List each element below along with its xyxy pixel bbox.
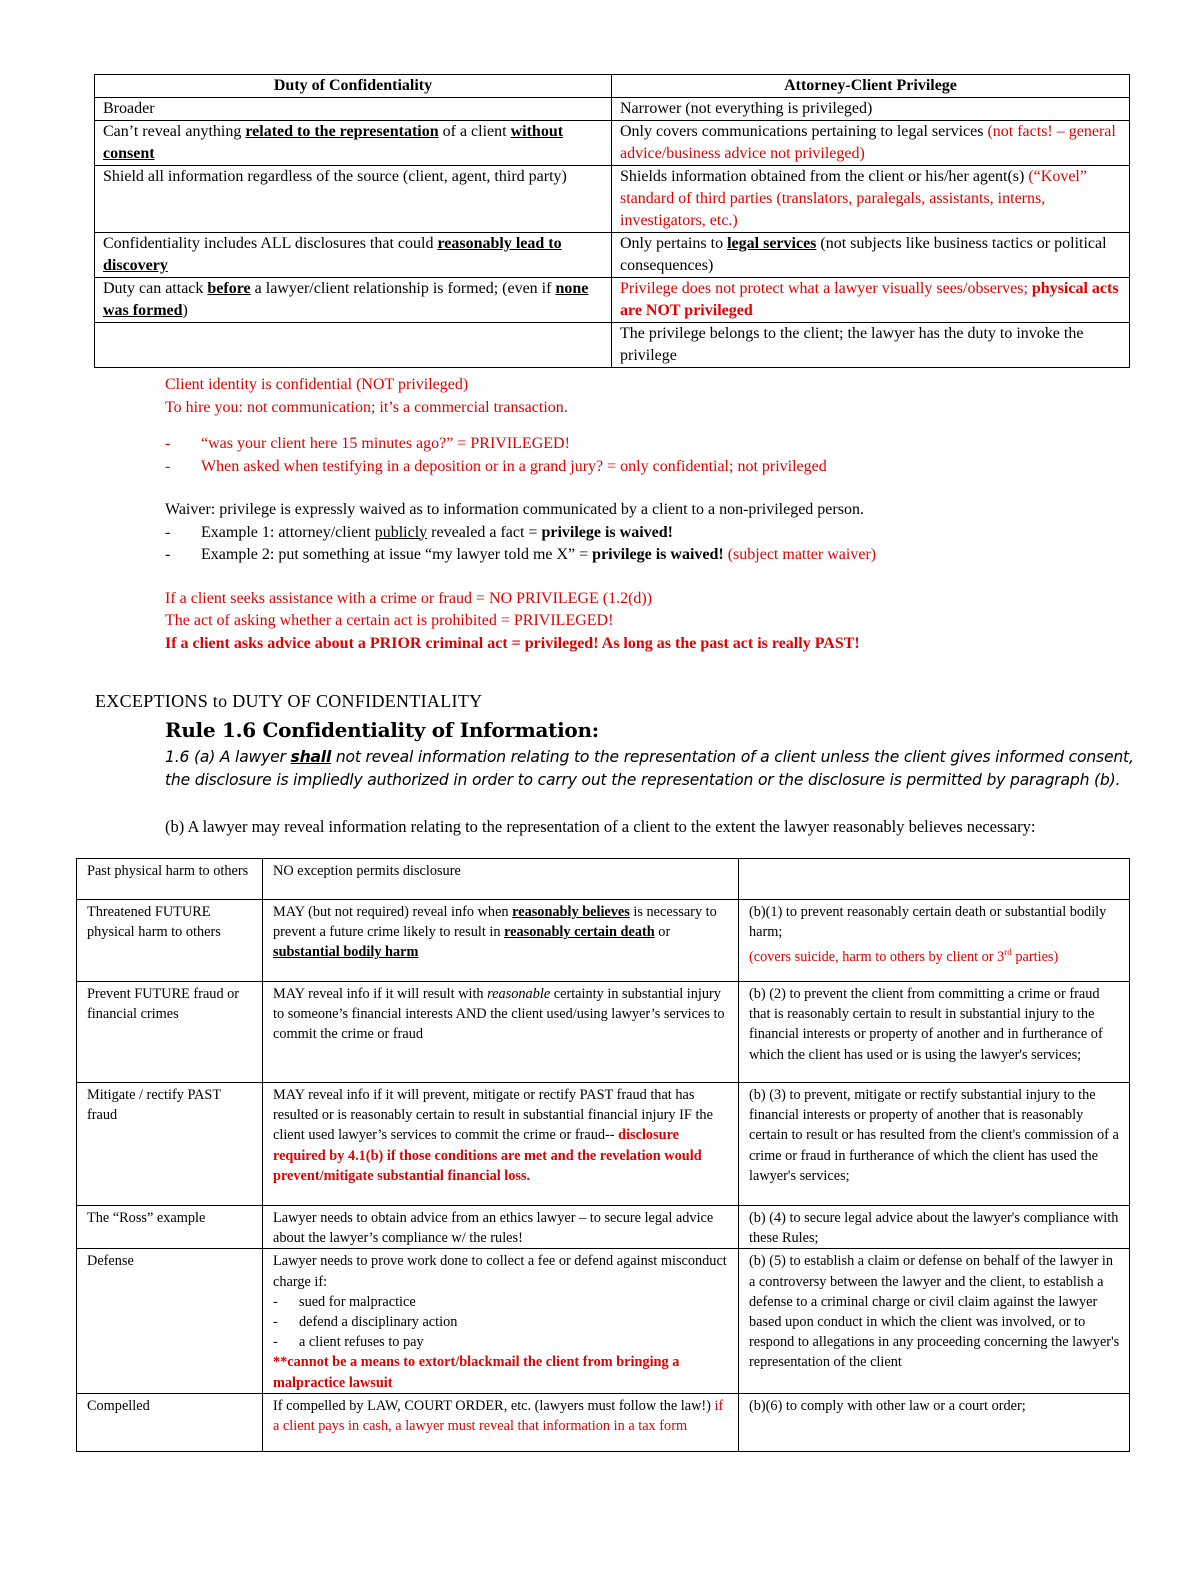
header-attorney-client-privilege: Attorney-Client Privilege bbox=[612, 75, 1130, 98]
note-crime-fraud: If a client seeks assistance with a crime or fraud = NO PRIVILEGE (1.2(d)) bbox=[165, 589, 653, 607]
note-bullet: - When asked when testifying in a deposition or in a grand jury? = only confidential; not privileged bbox=[165, 457, 827, 475]
table-row bbox=[95, 121, 1130, 166]
note-asking: The act of asking whether a certain act is prohibited = PRIVILEGED! bbox=[165, 612, 614, 629]
privilege-cell: The privilege belongs to the client; the lawyer has the duty to invoke the privilege bbox=[612, 323, 1130, 368]
exception-category: Compelled bbox=[77, 1393, 263, 1451]
duty-cell: Can’t reveal anything related to the representation of a client without consent bbox=[95, 121, 612, 166]
list-item: - defend a disciplinary action bbox=[273, 1312, 730, 1332]
exception-explanation: MAY reveal info if it will result with reasonable certainty in substantial injury to someone’s financial interests AND the client used/using lawyer’s services to commit the crime or fraud bbox=[263, 982, 739, 1083]
privilege-cell: Shields information obtained from the client or his/her agent(s) (“Kovel” standard of third parties (translators, paralegals, assistants, interns, investigators, etc.) bbox=[612, 166, 1130, 233]
table-row bbox=[77, 1249, 1130, 1393]
exception-category: Past physical harm to others bbox=[77, 859, 263, 900]
exceptions-table bbox=[76, 858, 1130, 1452]
table-row bbox=[95, 323, 1130, 368]
note-example-1: - Example 1: attorney/client publicly revealed a fact = privilege is waived! bbox=[165, 523, 673, 541]
duty-cell: Shield all information regardless of the source (client, agent, third party) bbox=[95, 166, 612, 233]
note-prior-criminal-act: If a client asks advice about a PRIOR criminal act = privileged! As long as the past act is really PAST! bbox=[165, 634, 860, 652]
table-header-row bbox=[95, 75, 1130, 98]
exception-explanation: Lawyer needs to prove work done to collect a fee or defend against misconduct charge if: - sued for malpractice - defend a disciplinary action - a client refuses to pay **cannot be a means to extort/blackmail the client from bringing a malpractice lawsuit bbox=[263, 1249, 739, 1393]
table-row bbox=[77, 1083, 1130, 1206]
exception-explanation: Lawyer needs to obtain advice from an ethics lawyer – to secure legal advice about the lawyer’s compliance w/ the rules! bbox=[263, 1206, 739, 1249]
notes-block bbox=[165, 374, 1165, 655]
table-row bbox=[77, 900, 1130, 982]
exception-category: Mitigate / rectify PAST fraud bbox=[77, 1083, 263, 1206]
header-duty-of-confidentiality: Duty of Confidentiality bbox=[95, 75, 612, 98]
note-client-identity: Client identity is confidential (NOT privileged) bbox=[165, 376, 469, 393]
table-row bbox=[77, 859, 1130, 900]
comparison-table bbox=[94, 74, 1130, 368]
exception-category: The “Ross” example bbox=[77, 1206, 263, 1249]
rule-text: (b) (2) to prevent the client from committing a crime or fraud that is reasonably certain to result in substantial injury to the financial interests or property of another and in furtherance of which the client has used or is using the lawyer's services; bbox=[739, 982, 1130, 1083]
note-waiver: Waiver: privilege is expressly waived as to information communicated by a client to a non-privileged person. bbox=[165, 501, 864, 518]
duty-cell bbox=[95, 323, 612, 368]
exception-explanation: NO exception permits disclosure bbox=[263, 859, 739, 900]
exception-explanation: If compelled by LAW, COURT ORDER, etc. (lawyers must follow the law!) if a client pays in cash, a lawyer must reveal that information in a tax form bbox=[263, 1393, 739, 1451]
note-example-2: - Example 2: put something at issue “my lawyer told me X” = privilege is waived! (subject matter waiver) bbox=[165, 546, 877, 563]
table-row bbox=[77, 982, 1130, 1083]
table-row bbox=[95, 98, 1130, 121]
rule-1-6-a-text: 1.6 (a) A lawyer shall not reveal information relating to the representation of a client unless the client gives informed consent, the disclosure is impliedly authorized in order to carry out the representation or the disclosure is permitted by paragraph (b). bbox=[165, 748, 1134, 789]
rule-text: (b)(6) to comply with other law or a court order; bbox=[739, 1393, 1130, 1451]
exception-explanation: MAY (but not required) reveal info when reasonably believes is necessary to prevent a future crime likely to result in reasonably certain death or substantial bodily harm bbox=[263, 900, 739, 982]
table-row bbox=[95, 233, 1130, 278]
privilege-cell: Privilege does not protect what a lawyer visually sees/observes; physical acts are NOT privileged bbox=[612, 278, 1130, 323]
rule-title: Rule 1.6 Confidentiality of Information: bbox=[165, 718, 599, 742]
privilege-cell: Narrower (not everything is privileged) bbox=[612, 98, 1130, 121]
table-row bbox=[77, 1393, 1130, 1451]
exception-category: Threatened FUTURE physical harm to others bbox=[77, 900, 263, 982]
privilege-cell: Only covers communications pertaining to legal services (not facts! – general advice/business advice not privileged) bbox=[612, 121, 1130, 166]
list-item: - a client refuses to pay bbox=[273, 1332, 730, 1352]
table-row bbox=[77, 1206, 1130, 1249]
exceptions-heading: EXCEPTIONS to DUTY OF CONFIDENTIALITY bbox=[95, 691, 483, 711]
rule-text: (b) (5) to establish a claim or defense on behalf of the lawyer in a controversy between the lawyer and the client, to establish a defense to a criminal charge or civil claim against the lawyer based upon conduct in which the client was involved, or to respond to allegations in any proceeding concerning the lawyer's representation of the client bbox=[739, 1249, 1130, 1393]
rule-text: (b)(1) to prevent reasonably certain death or substantial bodily harm; (covers suicide, harm to others by client or 3rd parties) bbox=[739, 900, 1130, 982]
rule-1-6-b-text: (b) A lawyer may reveal information relating to the representation of a client to the extent the lawyer reasonably believes necessary: bbox=[165, 817, 1036, 836]
exception-explanation: MAY reveal info if it will prevent, mitigate or rectify PAST fraud that has resulted or is reasonably certain to result in substantial financial injury IF the client used lawyer’s services to commit the crime or fraud-- disclosure required by 4.1(b) if those conditions are met and the revelation would prevent/mitigate substantial financial loss. bbox=[263, 1083, 739, 1206]
duty-cell: Broader bbox=[95, 98, 612, 121]
note-to-hire: To hire you: not communication; it’s a commercial transaction. bbox=[165, 398, 568, 416]
rule-text bbox=[739, 859, 1130, 900]
table-row bbox=[95, 166, 1130, 233]
privilege-cell: Only pertains to legal services (not subjects like business tactics or political consequences) bbox=[612, 233, 1130, 278]
duty-cell: Duty can attack before a lawyer/client relationship is formed; (even if none was formed) bbox=[95, 278, 612, 323]
table-row bbox=[95, 278, 1130, 323]
duty-cell: Confidentiality includes ALL disclosures that could reasonably lead to discovery bbox=[95, 233, 612, 278]
exception-category: Prevent FUTURE fraud or financial crimes bbox=[77, 982, 263, 1083]
rule-text: (b) (4) to secure legal advice about the lawyer's compliance with these Rules; bbox=[739, 1206, 1130, 1249]
list-item: - sued for malpractice bbox=[273, 1292, 730, 1312]
note-bullet: - “was your client here 15 minutes ago?” = PRIVILEGED! bbox=[165, 435, 570, 452]
exception-category: Defense bbox=[77, 1249, 263, 1393]
rule-text: (b) (3) to prevent, mitigate or rectify substantial injury to the financial interests or property of another that is reasonably certain to result or has resulted from the client's commission of a crime or fraud in furtherance of which the client has used the lawyer's services; bbox=[739, 1083, 1130, 1206]
